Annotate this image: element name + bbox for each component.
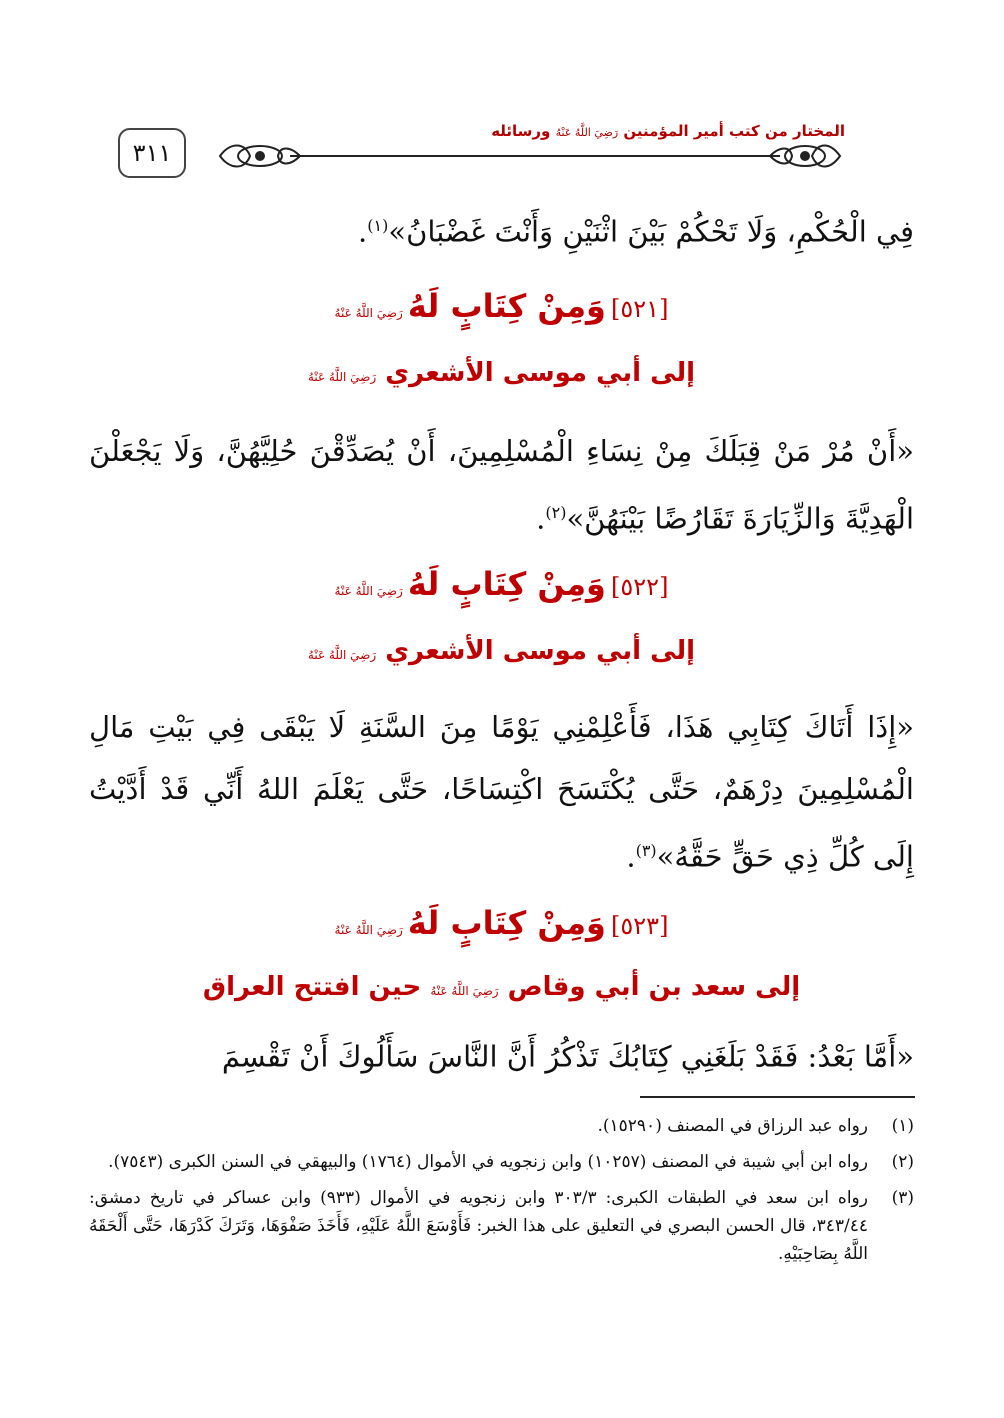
footnote-ref: (٣) [635,841,657,860]
honorific-glyph: رَضِيَ اللَّهُ عَنْهُ [307,370,377,384]
ornament-divider-icon [200,134,845,174]
honorific-glyph: رَضِيَ اللَّهُ عَنْهُ [334,923,403,937]
footnote-item: (٢) رواه ابن أبي شيبة في المصنف (١٠٢٥٧) وابن زنجويه في الأموال (١٧٦٤) والبيهقي في السنن الكبرى (٧٥٤٣). [108,1152,914,1172]
honorific-glyph: رَضِيَ اللَّهُ عَنْهُ [334,306,403,320]
footnote-separator [640,1096,915,1098]
section-text-523: «أَمَّا بَعْدُ: فَقَدْ بَلَغَنِي كِتَابُكَ تَذْكُرُ أَنَّ النَّاسَ سَأَلُوكَ أَنْ تَقْسِمَ [221,1039,914,1074]
continued-paragraph: فِي الْحُكْمِ، وَلَا تَحْكُمْ بَيْنَ اثْنَيْنِ وَأَنْتَ غَضْبَانُ»$^{(١)}$. [358,214,914,249]
section-recipient-523: إلى سعد بن أبي وقاص رَضِيَ اللَّهُ عَنْهُ حين افتتح العراق [202,972,801,1002]
running-header [200,118,845,178]
section-text-522: «إِذَا أَتَاكَ كِتَابِي هَذَا، فَأَعْلِمْنِي يَوْمًا مِنَ السَّنَةِ لَا يَبْقَى فِي بَيْتِ مَالِ الْمُسْلِمِينَ دِرْهَمٌ، حَتَّى يُكْتَسَحَ اكْتِسَاحًا، حَتَّى يَعْلَمَ اللهُ أَنِّي قَدْ أَدَّيْتُ إِلَى كُلِّ ذِي حَقٍّ حَقَّهُ»$^{(٣)}$. [89,710,914,874]
section-heading-523: [٥٢٣] وَمِنْ كِتَابٍ لَهُ رَضِيَ اللَّهُ عَنْهُ [334,904,669,942]
honorific-glyph: رَضِيَ اللَّهُ عَنْهُ [334,584,403,598]
honorific-glyph: رَضِيَ اللَّهُ عَنْهُ [430,984,499,998]
section-recipient-521: إلى أبي موسى الأشعري رَضِيَ اللَّهُ عَنْهُ [307,358,696,388]
footnotes [89,1112,914,1276]
honorific-glyph: رَضِيَ اللَّهُ عَنْهُ [555,126,619,139]
page-number: ٣١١ [118,128,186,178]
footnote-item: (٣) رواه ابن سعد في الطبقات الكبرى: ٣٠٣/٣ وابن زنجويه في الأموال (٩٣٣) وابن عساكر في تاريخ دمشق: ٣٤٣/٤٤، قال الحسن البصري في التعليق على هذا الخبر: فَأَوْسَعَ اللَّهُ عَلَيْهِ، فَأَخَذَ صَفْوَهَا، وَتَرَكَ كَدْرَهَا، حَتَّى أَلْحَقَهُ اللَّهُ بِصَاحِبَيْهِ. [89,1188,914,1264]
section-recipient-522: إلى أبي موسى الأشعري رَضِيَ اللَّهُ عَنْهُ [307,636,696,666]
running-header-title: المختار من كتب أمير المؤمنين رَضِيَ اللَّهُ عَنْهُ ورسائله [491,122,845,140]
section-text-521: «أَنْ مُرْ مَنْ قِبَلَكَ مِنْ نِسَاءِ الْمُسْلِمِينَ، أَنْ يُصَدِّقْنَ حُلِيَّهُنَّ، وَلَا يَجْعَلْنَ الْهَدِيَّةَ وَالزِّيَارَةَ تَقَارُضًا بَيْنَهُنَّ»$^{(٢)}$. [89,434,914,536]
section-heading-521: [٥٢١] وَمِنْ كِتَابٍ لَهُ رَضِيَ اللَّهُ عَنْهُ [334,287,669,325]
footnote-item: (١) رواه عبد الرزاق في المصنف (١٥٢٩٠). [597,1116,914,1136]
footnote-ref: (٢) [545,503,567,522]
section-heading-522: [٥٢٢] وَمِنْ كِتَابٍ لَهُ رَضِيَ اللَّهُ عَنْهُ [334,565,669,603]
honorific-glyph: رَضِيَ اللَّهُ عَنْهُ [307,648,377,662]
footnote-ref: (١) [367,216,389,235]
